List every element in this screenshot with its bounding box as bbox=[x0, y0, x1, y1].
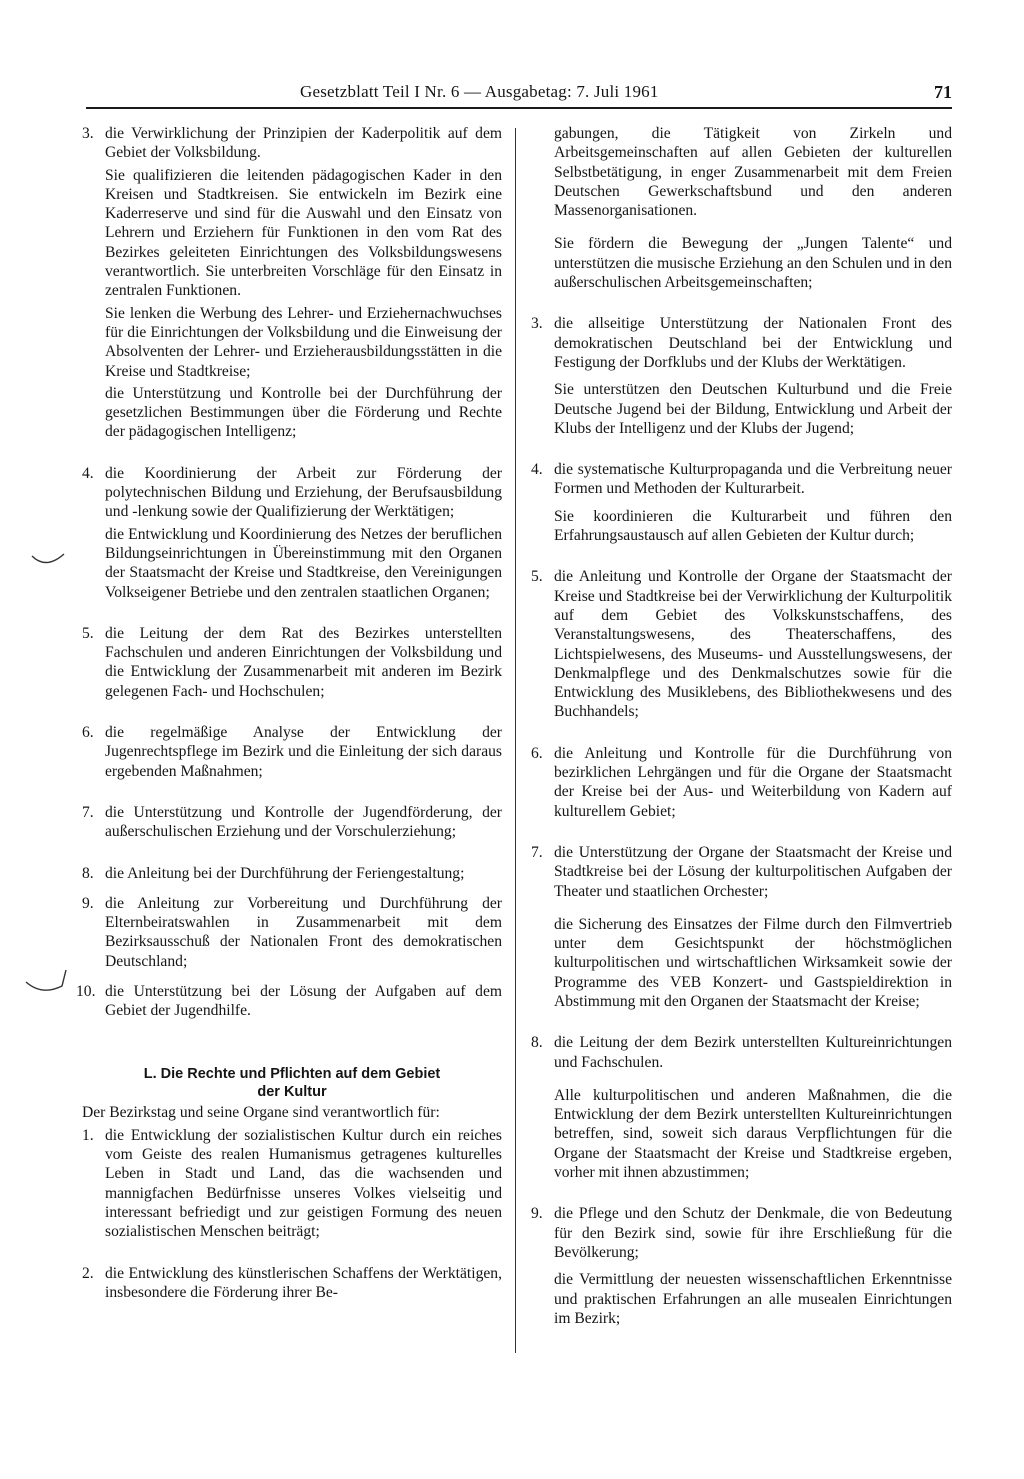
margin-tick-mark-icon bbox=[28, 548, 68, 572]
list-item bbox=[531, 843, 952, 1011]
paragraph: Alle kulturpolitischen und anderen Maßnahmen, die die Entwicklung der dem Bezirk unterstellten Kultureinrichtungen betreffen, sind, soweit sich daraus Verpflichtungen für die Organe der Staatsmacht der Kreise und Stadtkreise ergeben, vorher mit ihnen abzustimmen; bbox=[554, 1086, 952, 1182]
paragraph: Sie unterstützen den Deutschen Kulturbund und die Freie Deutsche Jugend bei der Bildung, Entwicklung und Arbeit der Klubs der Intelligenz und der Klubs der Jugend; bbox=[554, 381, 952, 437]
item-number: 7. bbox=[82, 803, 94, 821]
paragraph: die Sicherung des Einsatzes der Filme durch den Filmvertrieb unter dem Gesichtspunkt der höchstmöglichen kulturpolitischen und wirtschaftlichen Wirksamkeit sowie der Programme des VEB Konzert- und Gastspieldirektion in Abstimmung mit den Organen der Staatsmacht der Kreise; bbox=[554, 915, 952, 1010]
paragraph: die Anleitung und Kontrolle der Organe der Staatsmacht der Kreise und Stadtkreise bei der Verwirklichung der Kulturpolitik auf dem Gebiet des Volkskunstschaffens, des Veranstaltungswesens, des Theaterschaffens, des Lichtspielwesens, des Museums- und Ausstellungswesens, der Denkmalpflege und des Denkmalschutzes sowie für die Entwicklung des Musiklebens, des Bibliothekwesens und des Buchhandels; bbox=[554, 568, 952, 721]
list-item bbox=[82, 1264, 502, 1303]
list-item bbox=[531, 744, 952, 821]
item-number: 9. bbox=[531, 1205, 543, 1223]
paragraph: die Unterstützung und Kontrolle bei der Durchführung der gesetzlichen Bestimmungen über die Förderung und Rechte der pädagogischen Intelligenz; bbox=[105, 384, 502, 441]
list-item bbox=[82, 803, 502, 842]
paragraph: die Unterstützung der Organe der Staatsmacht der Kreise und Stadtkreise bei der Lösung der kulturpolitischen Aufgaben der Theater und staatlichen Orchester; bbox=[554, 843, 952, 900]
paragraph: Sie lenken die Werbung des Lehrer- und Erziehernachwuchses für die Einrichtungen der Volksbildung und die Einweisung der Absolventen der Lehrer- und Erzieherausbildungsstätten in die Kreise und Stadtkreise; bbox=[105, 304, 502, 380]
paragraph: Sie koordinieren die Kulturarbeit und führen den Erfahrungsaustausch auf allen Gebieten der Kultur durch; bbox=[554, 507, 952, 545]
list-item bbox=[531, 460, 952, 545]
list-item bbox=[531, 1204, 952, 1328]
paragraph: die regelmäßige Analyse der Entwicklung der Jugenrechtspflege im Bezirk und die Einleitung der sich daraus ergebenden Maßnahmen; bbox=[105, 724, 502, 780]
item-number: 5. bbox=[82, 624, 94, 642]
section-heading-line: L. Die Rechte und Pflichten auf dem Gebiet bbox=[143, 1065, 441, 1082]
item-number: 8. bbox=[82, 864, 94, 882]
left-column bbox=[76, 124, 502, 1302]
paragraph: die Leitung der dem Bezirk unterstellten Kultureinrichtungen und Fachschulen. bbox=[554, 1034, 952, 1071]
item-number: 8. bbox=[531, 1034, 543, 1052]
paragraph: die Entwicklung des künstlerischen Schaffens der Werktätigen, insbesondere die Förderung ihrer Be- bbox=[105, 1264, 502, 1301]
section-heading-line: der Kultur bbox=[257, 1083, 327, 1100]
column-divider bbox=[515, 128, 516, 1353]
paragraph: die systematische Kulturpropaganda und die Verbreitung neuer Formen und Methoden der Kulturarbeit. bbox=[554, 461, 952, 498]
page-header bbox=[300, 80, 952, 106]
paragraph: gabungen, die Tätigkeit von Zirkeln und Arbeitsgemeinschaften auf allen Gebieten der kulturellen Selbstbetätigung, in enger Zusammenarbeit mit dem Freien Deutschen Gewerkschaftsbund und den anderen Massenorganisationen. bbox=[554, 125, 952, 220]
paragraph: die allseitige Unterstützung der Nationalen Front des demokratischen Deutschland bei der Entwicklung und Festigung der Dorfklubs und der Klubs der Werktätigen. bbox=[554, 315, 952, 371]
paragraph: die Anleitung zur Vorbereitung und Durchführung der Elternbeiratswahlen in Zusammenarbeit mit dem Bezirksausschuß der Nationalen Front des demokratischen Deutschland; bbox=[105, 894, 502, 970]
paragraph: die Unterstützung und Kontrolle der Jugendförderung, der außerschulischen Erziehung und der Vorschulerziehung; bbox=[105, 803, 502, 841]
paragraph: die Pflege und den Schutz der Denkmale, die von Bedeutung für den Bezirk sind, sowie für ihre Erschließung für die Bevölkerung; bbox=[554, 1205, 952, 1261]
item-number: 5. bbox=[531, 568, 543, 586]
list-item bbox=[82, 1126, 502, 1242]
list-item bbox=[531, 314, 952, 438]
item-number: 2. bbox=[82, 1264, 94, 1282]
item-number: 1. bbox=[82, 1126, 94, 1144]
paragraph: Sie qualifizieren die leitenden pädagogischen Kader in den Kreisen und Stadtkreisen. Sie entwickeln im Bezirk eine Kaderreserve und sind für die Auswahl und den Einsatz von Lehrern und Erziehern für Funktionen in den vom Rat des Bezirkes geleiteten Einrichtungen des Volksbildungswesens verantwortlich. Sie unterbreiten Vorschläge für den Einsatz in zentralen Funktionen. bbox=[105, 166, 502, 300]
list-item-continuation bbox=[531, 124, 952, 292]
item-number: 4. bbox=[531, 461, 543, 479]
item-number: 3. bbox=[531, 315, 543, 333]
section-heading bbox=[82, 1065, 502, 1101]
list-item bbox=[82, 864, 502, 883]
list-item bbox=[76, 982, 502, 1021]
list-item bbox=[531, 1033, 952, 1182]
section-intro: Der Bezirkstag und seine Organe sind verantwortlich für: bbox=[82, 1103, 440, 1121]
list-item bbox=[82, 894, 502, 971]
paragraph: die Entwicklung der sozialistischen Kultur durch ein reiches vom Geiste des realen Humanismus getragenes kulturelles Leben in Stadt und Land, das die wachsenden und mannigfachen Bedürfnisse unseres Volkes vielseitig und interessant befriedigt und zur geistigen Formung des neuen sozialistischen Menschen beiträgt; bbox=[105, 1126, 502, 1241]
item-number: 7. bbox=[531, 843, 543, 861]
item-number: 3. bbox=[82, 125, 94, 142]
header-rule bbox=[86, 107, 952, 109]
paragraph: die Anleitung und Kontrolle für die Durchführung von bezirklichen Lehrgängen und für die Organe der Staatsmacht der Kreise bei der Aus- und Weiterbildung von Kadern auf kulturellem Gebiet; bbox=[554, 744, 952, 820]
paragraph: die Leitung der dem Rat des Bezirkes unterstellten Fachschulen und anderen Einrichtungen der Volksbildung und die Entwicklung der Zusammenarbeit mit anderen im Bezirk gelegenen Fach- und Hochschulen; bbox=[105, 624, 502, 700]
margin-tick-mark-icon bbox=[22, 966, 70, 996]
paragraph: die Anleitung bei der Durchführung der Feriengestaltung; bbox=[105, 864, 465, 882]
paragraph: die Verwirklichung der Prinzipien der Kaderpolitik auf dem Gebiet der Volksbildung. bbox=[105, 125, 502, 162]
list-item bbox=[82, 723, 502, 781]
item-number: 6. bbox=[531, 744, 543, 762]
paragraph: die Vermittlung der neuesten wissenschaftlichen Erkenntnisse und praktischen Erfahrungen an alle musealen Einrichtungen im Bezirk; bbox=[554, 1271, 952, 1327]
paragraph: die Unterstützung bei der Lösung der Aufgaben auf dem Gebiet der Jugendhilfe. bbox=[105, 982, 502, 1020]
list-item bbox=[82, 624, 502, 701]
list-item bbox=[82, 124, 502, 442]
right-column bbox=[531, 124, 952, 1328]
item-number: 4. bbox=[82, 464, 94, 482]
item-number: 9. bbox=[82, 894, 94, 912]
paragraph: die Entwicklung und Koordinierung des Netzes der beruflichen Bildungseinrichtungen in Übereinstimmung mit den Organen der Staatsmacht der Kreise und Stadtkreise, den Vereinigungen Volkseigener Betriebe und den zentralen staatlichen Organen; bbox=[105, 525, 502, 601]
header-title: Gesetzblatt Teil I Nr. 6 — Ausgabetag: 7. Juli 1961 bbox=[300, 82, 659, 101]
item-number: 6. bbox=[82, 724, 94, 742]
paragraph: Sie fördern die Bewegung der „Jungen Talente“ und unterstützen die musische Erziehung an den Schulen und in den außerschulischen Arbeitsgemeinschaften; bbox=[554, 235, 952, 292]
list-item bbox=[82, 464, 502, 602]
paragraph: die Koordinierung der Arbeit zur Förderung der polytechnischen Bildung und Erziehung, der Berufsausbildung und -lenkung sowie der Qualifizierung der Werktätigen; bbox=[105, 464, 502, 521]
item-number: 10. bbox=[76, 982, 96, 1000]
page-number: 71 bbox=[934, 82, 952, 102]
list-item bbox=[531, 567, 952, 721]
